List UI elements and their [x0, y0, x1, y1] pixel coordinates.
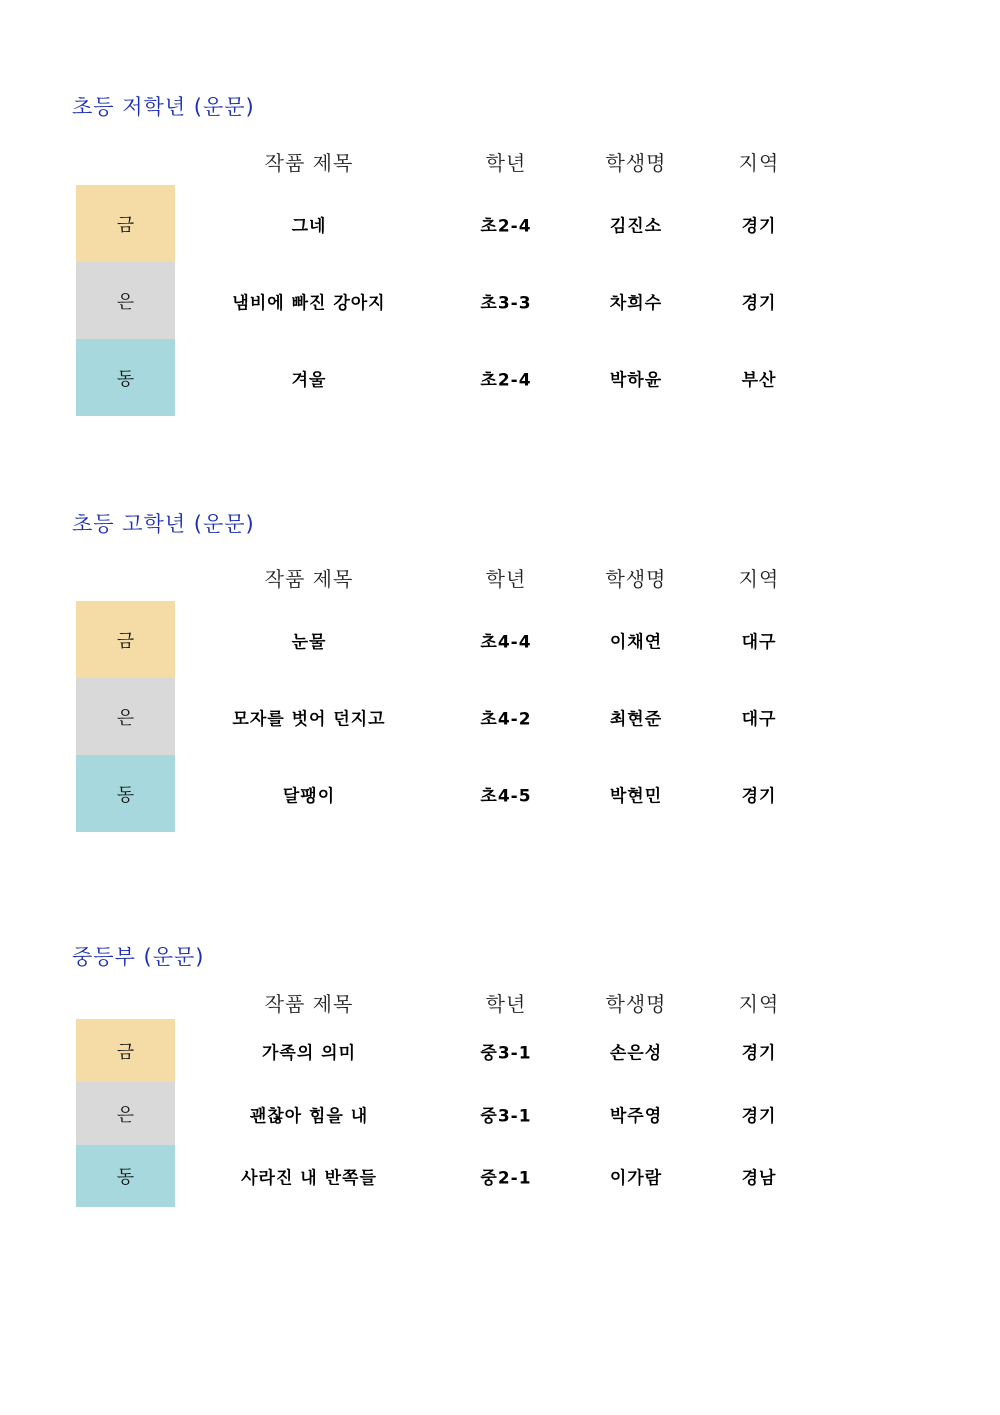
medal-gold: 금	[76, 601, 175, 678]
work-title: 괜찮아 힘을 내	[249, 1106, 369, 1126]
medal-bronze: 동	[76, 755, 175, 832]
grade: 초2-4	[480, 370, 532, 390]
grade: 중2-1	[480, 1168, 532, 1189]
student-name: 박현민	[609, 786, 663, 806]
student-name: 이채연	[609, 632, 663, 652]
medal-silver: 은	[76, 678, 175, 755]
table-row	[0, 601, 1000, 678]
work-title: 달팽이	[282, 786, 336, 806]
medal-silver: 은	[76, 1082, 175, 1145]
header-title: 작품 제목	[264, 567, 354, 591]
header-student: 학생명	[605, 151, 667, 175]
header-grade: 학년	[485, 151, 527, 175]
grade: 중3-1	[480, 1043, 532, 1063]
work-title: 그네	[291, 216, 327, 236]
table-row	[0, 339, 1000, 416]
grade: 초2-4	[480, 216, 532, 236]
work-title: 냄비에 빠진 강아지	[232, 293, 386, 313]
grade: 초4-4	[480, 632, 532, 652]
student-name: 이가람	[609, 1168, 663, 1189]
region: 경기	[741, 1106, 777, 1126]
student-name: 손은성	[609, 1043, 663, 1063]
student-name: 김진소	[609, 216, 663, 236]
student-name: 차희수	[609, 293, 663, 313]
region: 경남	[741, 1168, 777, 1189]
work-title: 가족의 의미	[261, 1043, 357, 1063]
section-title: 초등 고학년 (운문)	[72, 512, 255, 536]
medal-gold: 금	[76, 1019, 175, 1082]
section-title: 초등 저학년 (운문)	[72, 95, 255, 119]
work-title: 모자를 벗어 던지고	[232, 709, 386, 729]
region: 경기	[741, 216, 777, 236]
table-row	[0, 1145, 1000, 1207]
section-title: 중등부 (운문)	[72, 945, 205, 969]
header-student: 학생명	[605, 567, 667, 591]
header-student: 학생명	[605, 992, 667, 1016]
region: 경기	[741, 293, 777, 313]
work-title: 눈물	[291, 632, 327, 652]
region: 대구	[741, 709, 777, 729]
work-title: 사라진 내 반쪽들	[241, 1168, 377, 1189]
work-title: 겨울	[291, 370, 327, 390]
table-row	[0, 262, 1000, 339]
student-name: 최현준	[609, 709, 663, 729]
grade: 초4-2	[480, 709, 532, 729]
table-row	[0, 185, 1000, 262]
table-row	[0, 1019, 1000, 1082]
student-name: 박주영	[609, 1106, 663, 1126]
medal-silver: 은	[76, 262, 175, 339]
table-row	[0, 678, 1000, 755]
region: 경기	[741, 786, 777, 806]
grade: 초3-3	[480, 293, 532, 313]
region: 경기	[741, 1043, 777, 1063]
header-title: 작품 제목	[264, 151, 354, 175]
region: 대구	[741, 632, 777, 652]
header-region: 지역	[738, 151, 780, 175]
header-title: 작품 제목	[264, 992, 354, 1016]
region: 부산	[741, 370, 777, 390]
student-name: 박하윤	[609, 370, 663, 390]
header-grade: 학년	[485, 992, 527, 1016]
table-row	[0, 755, 1000, 832]
header-grade: 학년	[485, 567, 527, 591]
grade: 초4-5	[480, 786, 532, 806]
grade: 중3-1	[480, 1106, 532, 1126]
header-region: 지역	[738, 992, 780, 1016]
medal-bronze: 동	[76, 339, 175, 416]
medal-bronze: 동	[76, 1145, 175, 1207]
header-region: 지역	[738, 567, 780, 591]
table-row	[0, 1082, 1000, 1145]
medal-gold: 금	[76, 185, 175, 262]
